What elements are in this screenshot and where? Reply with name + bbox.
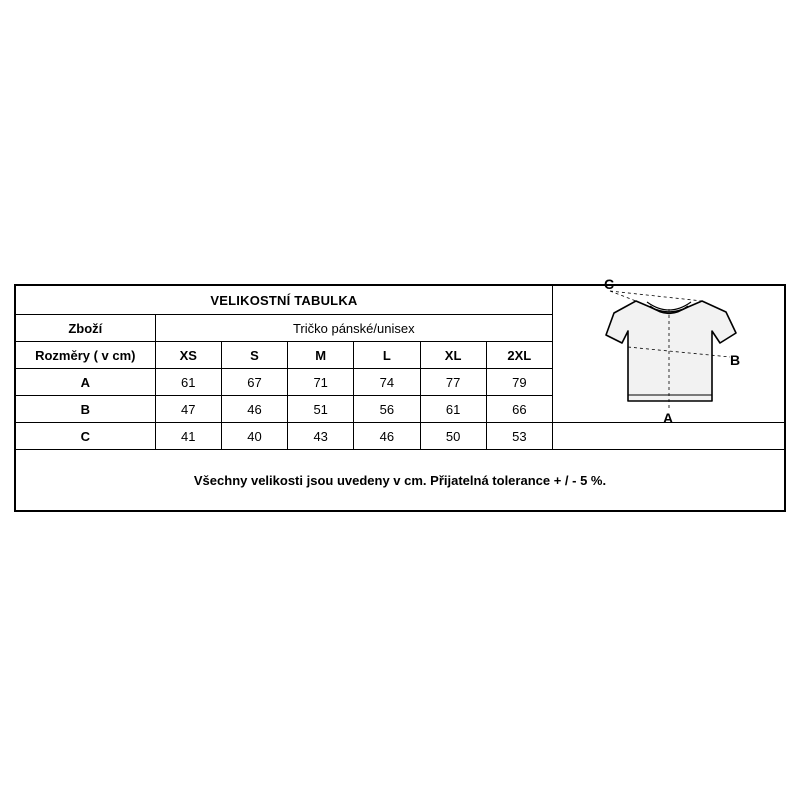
tshirt-diagram: [553, 279, 784, 426]
size-header-s: S: [221, 342, 287, 369]
measure-c-s: 40: [221, 423, 287, 450]
measure-c-xl: 50: [420, 423, 486, 450]
illustration-label-b: B: [730, 352, 741, 368]
measure-b-2xl: 66: [486, 396, 552, 423]
measure-c-xs: 41: [155, 423, 221, 450]
illustration-label-a: A: [663, 410, 674, 426]
measure-c-2xl: 53: [486, 423, 552, 450]
measure-a-s: 67: [221, 369, 287, 396]
dimensions-label: Rozměry ( v cm): [15, 342, 155, 369]
measure-a-xs: 61: [155, 369, 221, 396]
size-chart-table: [14, 279, 786, 512]
goods-label: Zboží: [15, 315, 155, 342]
chart-title: VELIKOSTNÍ TABULKA: [15, 285, 552, 315]
measure-c-m: 43: [288, 423, 354, 450]
measure-a-m: 71: [288, 369, 354, 396]
measure-b-xs: 47: [155, 396, 221, 423]
table-row-note: [15, 450, 785, 512]
measure-a-2xl: 79: [486, 369, 552, 396]
size-header-2xl: 2XL: [486, 342, 552, 369]
measure-letter-a: A: [15, 369, 155, 396]
size-header-xl: XL: [420, 342, 486, 369]
size-header-m: M: [288, 342, 354, 369]
measure-b-xl: 61: [420, 396, 486, 423]
tshirt-icon: [578, 279, 758, 429]
goods-value: Tričko pánské/unisex: [155, 315, 552, 342]
measure-b-l: 56: [354, 396, 420, 423]
size-chart-sheet: [14, 279, 786, 504]
measure-letter-b: B: [15, 396, 155, 423]
measure-letter-c: C: [15, 423, 155, 450]
measure-a-l: 74: [354, 369, 420, 396]
measure-c-l: 46: [354, 423, 420, 450]
size-header-l: L: [354, 342, 420, 369]
measure-b-s: 46: [221, 396, 287, 423]
measure-a-xl: 77: [420, 369, 486, 396]
tshirt-illustration-cell: [552, 279, 785, 426]
tolerance-note: Všechny velikosti jsou uvedeny v cm. Přijatelná tolerance + / - 5 %.: [15, 450, 785, 512]
size-header-xs: XS: [155, 342, 221, 369]
table-row-title: [15, 285, 785, 315]
measure-b-m: 51: [288, 396, 354, 423]
illustration-label-c: C: [604, 279, 615, 292]
